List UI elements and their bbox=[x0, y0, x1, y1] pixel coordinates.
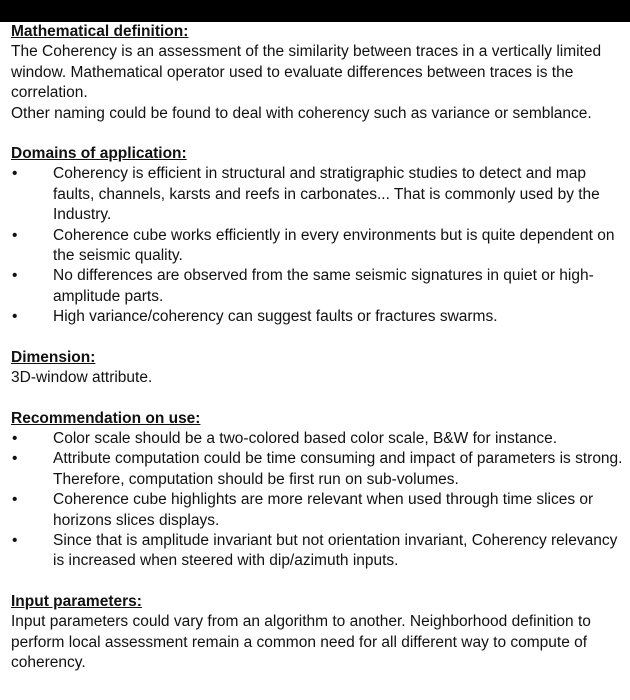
list-item bbox=[11, 164, 630, 225]
heading-dimension: Dimension: bbox=[11, 348, 96, 366]
domains-bullet-list bbox=[11, 164, 630, 327]
heading-recommendation-on-use: Recommendation on use: bbox=[11, 409, 201, 427]
bullet-icon: • bbox=[12, 531, 18, 549]
input-parameters-text: Input parameters could vary from an algorithm to another. Neighborhood definition to perform local assessment remain a common need for all different way to compute of coherency. bbox=[11, 613, 591, 671]
list-item bbox=[11, 449, 630, 490]
list-item-text: Coherence cube works efficiently in every environments but is quite dependent on the seismic quality. bbox=[53, 226, 615, 265]
bullet-icon: • bbox=[12, 450, 18, 468]
list-item bbox=[11, 490, 630, 531]
list-item-text: High variance/coherency can suggest faults or fractures swarms. bbox=[53, 308, 498, 326]
list-item-text: Coherency is efficient in structural and stratigraphic studies to detect and map faults, channels, karsts and reefs in carbonates... That is commonly used by the Industry. bbox=[53, 165, 600, 224]
dimension-text: 3D-window attribute. bbox=[11, 369, 153, 387]
section-dimension bbox=[11, 348, 630, 389]
bullet-icon: • bbox=[12, 165, 18, 183]
list-item-text: Coherence cube highlights are more relevant when used through time slices or horizons slices displays. bbox=[53, 491, 594, 529]
math-paragraph-2: Other naming could be found to deal with coherency such as variance or semblance. bbox=[11, 104, 592, 122]
heading-domains-of-application: Domains of application: bbox=[11, 145, 187, 163]
list-item bbox=[11, 429, 630, 449]
bullet-icon: • bbox=[12, 429, 18, 447]
document-body bbox=[0, 22, 630, 673]
top-bar bbox=[0, 0, 630, 22]
bullet-icon: • bbox=[12, 267, 18, 285]
heading-input-parameters: Input parameters: bbox=[11, 592, 142, 610]
list-item bbox=[11, 226, 630, 267]
math-paragraph-1: The Coherency is an assessment of the similarity between traces in a vertically limited window. Mathematical operator used to evaluate differences between traces is the correlation. bbox=[11, 43, 602, 102]
section-mathematical-definition bbox=[11, 22, 630, 124]
list-item-text: No differences are observed from the same seismic signatures in quiet or high-amplitude parts. bbox=[53, 267, 594, 305]
section-domains-of-application bbox=[11, 144, 630, 328]
list-item-text: Color scale should be a two-colored based color scale, B&W for instance. bbox=[53, 429, 557, 447]
section-recommendation-on-use bbox=[11, 409, 630, 572]
list-item-text: Since that is amplitude invariant but not orientation invariant, Coherency relevancy is increased when steered with dip/azimuth inputs. bbox=[53, 531, 618, 570]
section-input-parameters bbox=[11, 592, 630, 674]
list-item bbox=[11, 307, 630, 327]
list-item-text: Attribute computation could be time consuming and impact of parameters is strong. Therefore, computation should be first run on sub-volumes. bbox=[53, 450, 623, 488]
bullet-icon: • bbox=[12, 308, 18, 326]
list-item bbox=[11, 266, 630, 307]
heading-mathematical-definition: Mathematical definition: bbox=[11, 23, 189, 40]
bullet-icon: • bbox=[12, 491, 18, 509]
recommendation-bullet-list bbox=[11, 429, 630, 572]
bullet-icon: • bbox=[12, 226, 18, 244]
list-item bbox=[11, 531, 630, 572]
